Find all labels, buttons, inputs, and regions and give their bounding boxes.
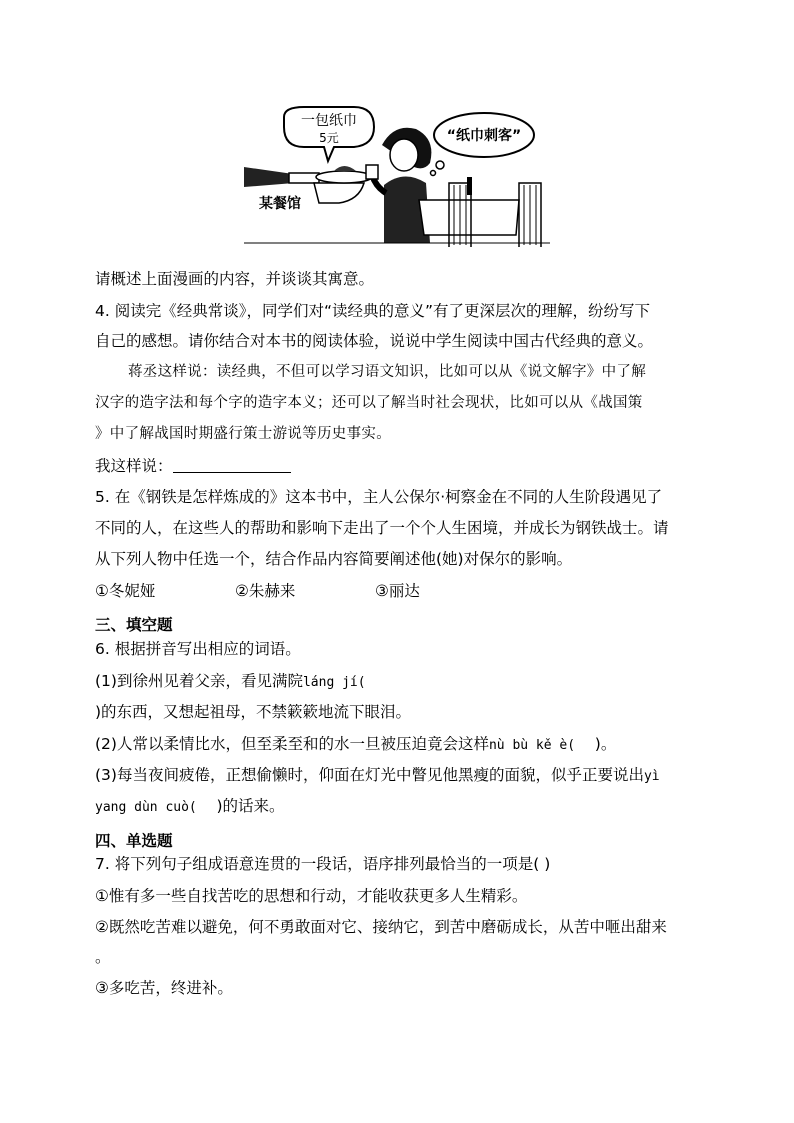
q6-s2-row xyxy=(95,733,616,757)
q6-s2-pinyin: nù bù kě è( xyxy=(488,738,576,753)
bubble-right-text: “纸巾刺客” xyxy=(446,128,522,144)
q3-prompt: 请概述上面漫画的内容，并谈谈其寓意。 xyxy=(95,270,375,288)
q5-option-3: ③丽达 xyxy=(375,582,420,600)
q6-s1-text-b: )的东西，又想起祖母，不禁簌簌地流下眼泪。 xyxy=(95,703,412,721)
q7-sentence-1: ①惟有多一些自找苦吃的思想和行动，才能收获更多人生精彩。 xyxy=(95,887,528,905)
q5-line2: 不同的人，在这些人的帮助和影响下走出了一个个人生困境，并成长为钢铁战士。请 xyxy=(95,519,669,537)
section-fill-blank-heading: 三、填空题 xyxy=(95,616,173,634)
q7-sentence-2: ②既然吃苦难以避免，何不勇敢面对它、接纳它，到苦中磨砺成长，从苦中咂出甜来 xyxy=(95,918,667,936)
q6-s2-text-a: (2)人常以柔情比水，但至柔至和的水一旦被压迫竟会这样 xyxy=(95,735,489,753)
q5-option-2: ②朱赫来 xyxy=(235,582,296,600)
q5-option-1: ①冬妮娅 xyxy=(95,582,156,600)
q6-s3-text-a: (3)每当夜间疲倦，正想偷懒时，仰面在灯光中瞥见他黑瘦的面貌，似乎正要说出 xyxy=(95,766,644,784)
restaurant-sign: 某餐馆 xyxy=(259,196,301,212)
woman-face xyxy=(390,139,418,171)
q4-line1: 4. 阅读完《经典常谈》，同学们对“读经典的意义”有了更深层次的理解，纷纷写下 xyxy=(95,302,651,320)
q6-s1-row xyxy=(95,670,366,694)
q6-s3-row2 xyxy=(95,795,285,819)
bubble-left-price: 5元 xyxy=(319,131,339,145)
q4-answer-blank[interactable] xyxy=(173,456,291,473)
q7-sentence-3: ③多吃苦，终进补。 xyxy=(95,979,233,997)
q6-s3-row xyxy=(95,764,660,788)
bubble-left-text: 一包纸巾 xyxy=(301,113,357,129)
q6-s3-pinyin-a: yì xyxy=(643,769,660,784)
q4-line2: 自己的感想。请你结合对本书的阅读体验，说说中学生阅读中国古代经典的意义。 xyxy=(95,332,654,350)
q6-s3-pinyin-b: yang dùn cuò( xyxy=(95,800,197,815)
table xyxy=(419,200,519,235)
q4-answer-label: 我这样说： xyxy=(95,457,173,475)
q4-answer-row xyxy=(95,455,291,477)
q7-stem: 7. 将下列句子组成语意连贯的一段话，语序排列最恰当的一项是( ) xyxy=(95,855,551,873)
q6-stem: 6. 根据拼音写出相应的词语。 xyxy=(95,640,301,658)
q4-quote-line3: 》中了解战国时期盛行策士游说等历史事实。 xyxy=(95,426,391,442)
section-single-choice-heading: 四、单选题 xyxy=(95,832,173,850)
q6-s1-text-a: (1)到徐州见着父亲，看见满院 xyxy=(95,672,303,690)
q5-line3: 从下列人物中任选一个，结合作品内容简要阐述他(她)对保尔的影响。 xyxy=(95,550,573,568)
q5-line1: 5. 在《钢铁是怎样炼成的》这本书中，主人公保尔·柯察金在不同的人生阶段遇见了 xyxy=(95,488,663,506)
q6-s1-pinyin: láng jí( xyxy=(302,675,366,690)
cartoon-illustration xyxy=(244,105,550,247)
q6-s2-text-b: )。 xyxy=(575,735,617,753)
q4-quote-line1: 蒋丞这样说：读经典，不但可以学习语文知识，比如可以从《说文解字》中了解 xyxy=(128,364,646,380)
q6-s3-text-b: )的话来。 xyxy=(196,797,285,815)
q4-quote-line2: 汉字的造字法和每个字的造字本义；还可以了解当时社会现状，比如可以从《战国策 xyxy=(95,395,643,411)
q5-options xyxy=(95,580,420,602)
q7-sentence-2-tail: 。 xyxy=(95,948,111,966)
